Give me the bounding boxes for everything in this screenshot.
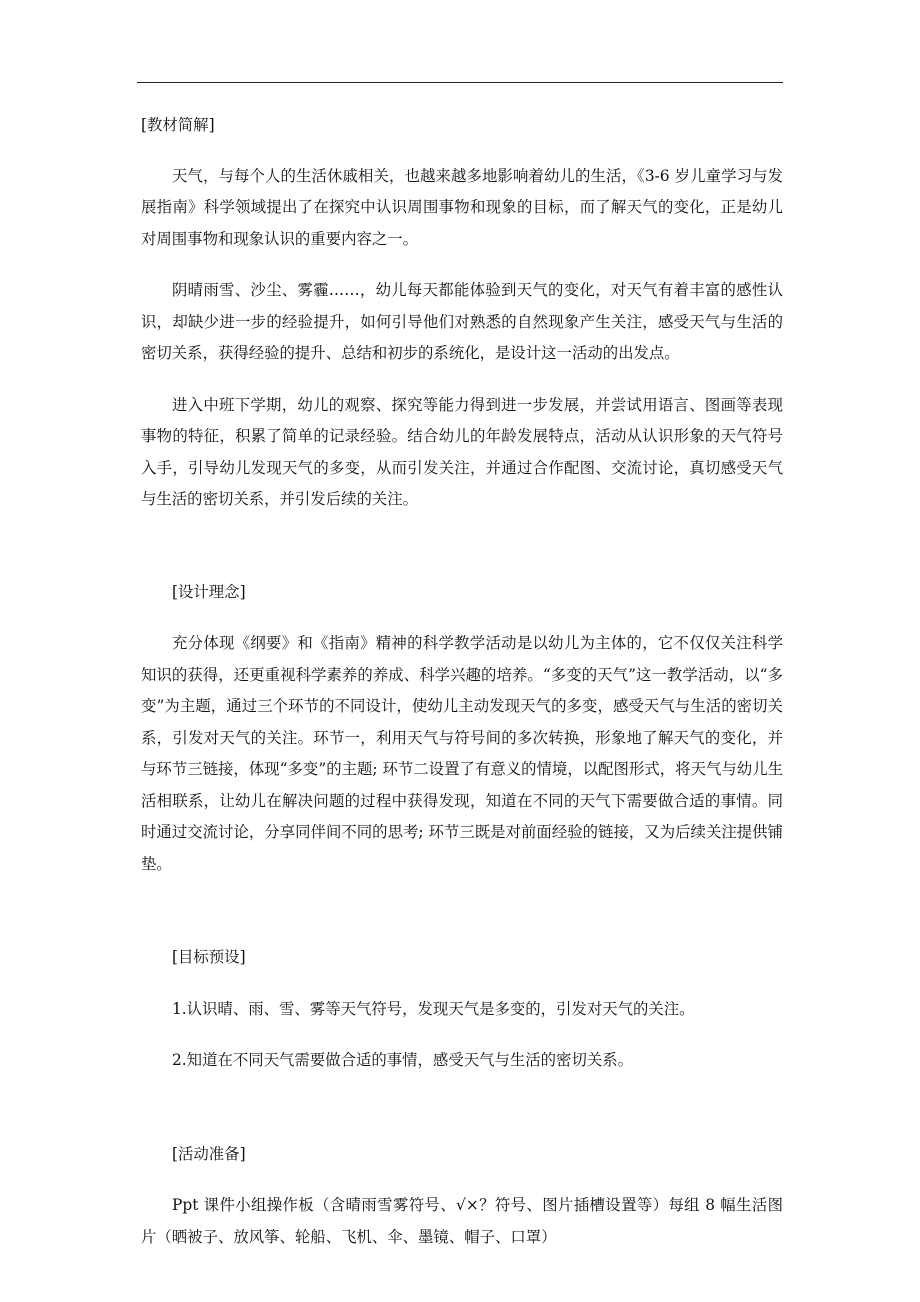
header-rule (137, 82, 783, 83)
materials-paragraph-1: 天气，与每个人的生活休戚相关，也越来越多地影响着幼儿的生活，《3-6 岁儿童学习与发展指南》科学领域提出了在探究中认识周围事物和现象的目标，而了解天气的变化，正是幼儿对周围事物和现象认识的重要内容之一。 (141, 166, 783, 248)
materials-paragraph-2: 阴晴雨雪、沙尘、雾霾……，幼儿每天都能体验到天气的变化，对天气有着丰富的感性认识，却缺少进一步的经验提升，如何引导他们对熟悉的自然现象产生关注，感受天气与生活的密切关系，获得经验的提升、总结和初步的系统化，是设计这一活动的出发点。 (141, 281, 783, 362)
design-paragraph: 充分体现《纲要》和《指南》精神的科学教学活动是以幼儿为主体的，它不仅仅关注科学知识的获得，还更重视科学素养的养成、科学兴趣的培养。“多变的天气”这一教学活动，以“多变”为主题，通过三个环节的不同设计，使幼儿主动发现天气的多变，感受天气与生活的密切关系，引发对天气的关注。环节一，利用天气与符号间的多次转换，形象地了解天气的变化，并与环节三链接，体现“多变”的主题; 环节二设置了有意义的情境，以配图形式，将天气与幼儿生活相联系，让幼儿在解决问题的过程中获得发现，知道在不同的天气下需要做合适的事情。同时通过交流讨论，分享同伴间不同的思考; 环节三既是对前面经验的链接，又为后续关注提供铺垫。 (141, 634, 783, 873)
section-heading-preparation: [活动准备] (172, 1144, 246, 1163)
section-heading-goals: [目标预设] (172, 948, 246, 966)
preparation-paragraph: Ppt 课件小组操作板（含晴雨雪雾符号、√×？符号、图片插槽设置等）每组 8 幅生活图片（晒被子、放风筝、轮船、飞机、伞、墨镜、帽子、口罩） (141, 1196, 783, 1246)
section-heading-materials: [教材简解] (141, 116, 215, 134)
section-heading-design: [设计理念] (172, 582, 246, 601)
goal-item-2: 2.知道在不同天气需要做合适的事情，感受天气与生活的密切关系。 (172, 1051, 634, 1069)
materials-paragraph-3: 进入中班下学期，幼儿的观察、探究等能力得到进一步发展，并尝试用语言、图画等表现事物的特征，积累了简单的记录经验。结合幼儿的年龄发展特点，活动从认识形象的天气符号入手，引导幼儿发现天气的多变，从而引发关注，并通过合作配图、交流讨论，真切感受天气与生活的密切关系，并引发后续的关注。 (141, 395, 783, 508)
document-body (141, 110, 783, 1253)
goal-item-1: 1.认识晴、雨、雪、雾等天气符号，发现天气是多变的，引发对天气的关注。 (172, 999, 695, 1018)
